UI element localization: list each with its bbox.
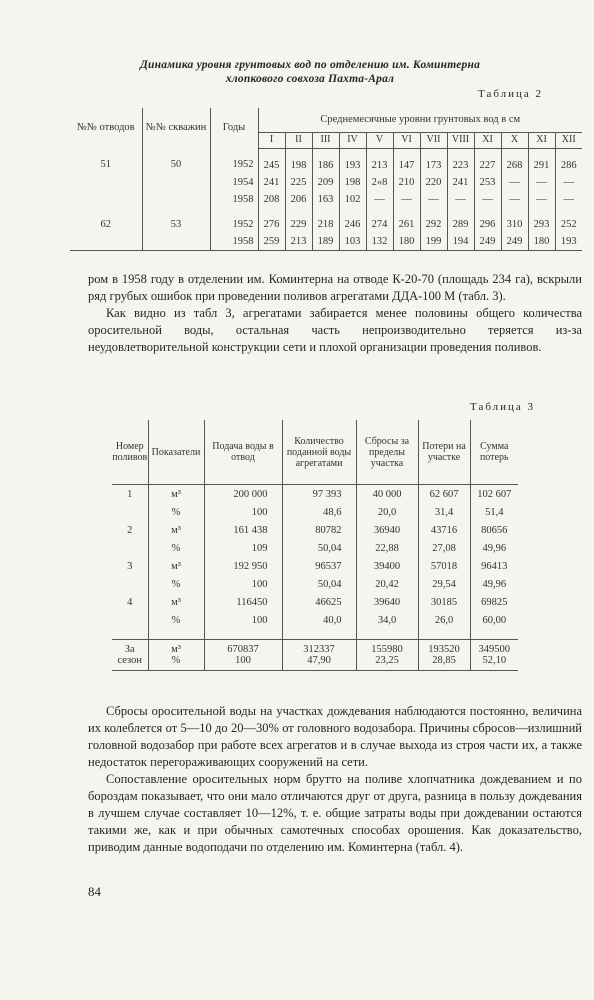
table2-month-header: XI <box>474 132 501 148</box>
table-row <box>112 539 518 557</box>
table3-cell-podacha: 200 000 <box>204 485 282 504</box>
table2-month-header: III <box>312 132 339 148</box>
table2-cell-otvod <box>70 233 142 251</box>
table3-cell-poteri: 62 607 <box>418 485 470 504</box>
total-a1: 670837 <box>227 644 259 655</box>
table2-month-header: I <box>258 132 285 148</box>
table2 <box>70 108 582 251</box>
table2-cell-level: 198 <box>285 148 312 174</box>
table2-cell-level: — <box>447 191 474 208</box>
table-row <box>70 148 582 174</box>
table3 <box>112 420 518 671</box>
table3-cell-podacha: 100 <box>204 611 282 629</box>
table3-header-pokazateli: Показатели <box>148 420 204 485</box>
table2-cell-skvazhina <box>142 174 210 191</box>
table2-cell-level: — <box>366 191 393 208</box>
table3-cell-unit: % <box>148 575 204 593</box>
table-row <box>112 575 518 593</box>
table2-cell-level: 180 <box>393 233 420 251</box>
table3-cell-podacha: 100 <box>204 503 282 521</box>
table2-cell-level: 261 <box>393 208 420 233</box>
table3-cell-nomer: 2 <box>112 521 148 539</box>
table2-month-header: VII <box>420 132 447 148</box>
table3-spacer-cell <box>282 629 356 640</box>
table2-cell-level: 198 <box>339 174 366 191</box>
table3-cell-podacha: 161 438 <box>204 521 282 539</box>
table3-cell-nomer: 4 <box>112 593 148 611</box>
table-row <box>70 208 582 233</box>
table3-cell-kolichestvo: 96537 <box>282 557 356 575</box>
table3-cell-summa: 49,96 <box>482 578 507 590</box>
table3-cell-nomer: 3 <box>112 557 148 575</box>
total-c1: 155980 <box>371 644 403 655</box>
table3-cell-kolichestvo: 40,0 <box>282 611 356 629</box>
table3-cell-nomer: 1 <box>112 485 148 504</box>
table3-header-nomer: Номер поливов <box>112 420 148 485</box>
table3-spacer-cell <box>470 629 518 640</box>
table3-header-kolichestvo: Количество поданной воды агрегатами <box>282 420 356 485</box>
table2-cell-level: 241 <box>447 174 474 191</box>
paragraph-1-text-b: Как видно из табл 3, агрегатами забирается менее половины общего количества оросительной воды, остальная часть непроизводительно теряется из-за неудовлетворительной конструкции сети и плохой организации проведения поливов. <box>88 306 582 354</box>
table2-cell-level: — <box>563 176 574 188</box>
table2-cell-level: 229 <box>285 208 312 233</box>
total-e2: 52,10 <box>482 655 507 666</box>
table2-cell-level: 293 <box>528 208 555 233</box>
table3-spacer-cell <box>112 629 148 640</box>
table2-cell-level: 218 <box>312 208 339 233</box>
table2-cell-level: 310 <box>501 208 528 233</box>
table2-cell-otvod: 51 <box>70 148 142 174</box>
table2-month-header: XII <box>555 132 582 148</box>
table3-total-summa <box>470 640 518 671</box>
table3-cell-nomer <box>112 611 148 629</box>
table2-month-header: IV <box>339 132 366 148</box>
table2-cell-skvazhina: 53 <box>142 208 210 233</box>
table2-cell-level: 213 <box>285 233 312 251</box>
table3-cell-kolichestvo: 50,04 <box>282 539 356 557</box>
table3-cell-summa: 80656 <box>481 524 508 536</box>
table2-cell-level: 289 <box>447 208 474 233</box>
table3-cell-summa: 49,96 <box>482 542 507 554</box>
table2-cell-level: 225 <box>285 174 312 191</box>
table3-header-podacha: Подача воды в отвод <box>204 420 282 485</box>
table2-cell-level: 241 <box>258 174 285 191</box>
table2-header-years: Годы <box>210 108 258 148</box>
table2-cell-level: 213 <box>366 148 393 174</box>
table2-cell-level: 193 <box>339 148 366 174</box>
table2-cell-level: 199 <box>420 233 447 251</box>
table2-cell-level: 189 <box>312 233 339 251</box>
table3-header-sbrosy: Сбросы за пределы участка <box>356 420 418 485</box>
table3-cell-summa: 60,00 <box>482 614 507 626</box>
table2-cell-level: 253 <box>474 174 501 191</box>
table3-cell-unit: м³ <box>148 557 204 575</box>
table2-cell-level: — <box>474 191 501 208</box>
table2-month-header: VIII <box>447 132 474 148</box>
table2-cell-level: 102 <box>339 191 366 208</box>
table2-cell-level: — <box>501 174 528 191</box>
table-row <box>112 521 518 539</box>
table2-cell-level: — <box>563 193 574 205</box>
table3-cell-summa: 69825 <box>481 596 508 608</box>
table3-total-poteri <box>418 640 470 671</box>
paragraph-1-text-a: ром в 1958 году в отделении им. Коминтерна на отводе К-20-70 (площадь 234 га), вскрыли ряд грубых ошибок при проведении поливов агрегатами ДДА-100 М (табл. 3). <box>88 272 582 303</box>
table-row <box>112 485 518 504</box>
table3-total-kolichestvo <box>282 640 356 671</box>
table3-total-podacha <box>204 640 282 671</box>
table2-cell-level: 180 <box>528 233 555 251</box>
table2-cell-level: 2«8 <box>366 174 393 191</box>
page-number: 84 <box>88 884 101 899</box>
table2-cell-level: 208 <box>258 191 285 208</box>
table2-cell-level: 194 <box>447 233 474 251</box>
table-row <box>112 503 518 521</box>
table2-cell-level: — <box>501 191 528 208</box>
table2-cell-level: 274 <box>366 208 393 233</box>
table3-total-units <box>148 640 204 671</box>
table3-cell-poteri: 43716 <box>418 521 470 539</box>
table2-cell-level: 259 <box>258 233 285 251</box>
table3-cell-poteri: 27,08 <box>418 539 470 557</box>
table3-cell-sbrosy: 39640 <box>356 593 418 611</box>
table2-cell-level: 249 <box>501 233 528 251</box>
table2-cell-level: 193 <box>555 233 582 251</box>
table2-cell-level: — <box>420 191 447 208</box>
table3-spacer-cell <box>148 629 204 640</box>
table3-cell-nomer <box>112 575 148 593</box>
table3-cell-sbrosy: 40 000 <box>356 485 418 504</box>
table3-cell-kolichestvo: 50,04 <box>282 575 356 593</box>
table2-cell-level: 249 <box>474 233 501 251</box>
table2-month-header: II <box>285 132 312 148</box>
table2-cell-level: 206 <box>285 191 312 208</box>
table2-cell-level: 227 <box>474 148 501 174</box>
table-row <box>70 233 582 251</box>
total-unit-pct: % <box>171 655 181 666</box>
table2-label: Таблица 2 <box>478 88 544 100</box>
paragraph-1 <box>88 271 582 356</box>
total-c2: 23,25 <box>375 655 399 666</box>
table3-label: Таблица 3 <box>470 401 536 413</box>
table3-cell-podacha: 109 <box>204 539 282 557</box>
paragraph-2 <box>88 703 582 856</box>
table2-cell-skvazhina: 50 <box>142 148 210 174</box>
table-row <box>112 557 518 575</box>
table2-cell-level: 223 <box>447 148 474 174</box>
table2-cell-level: 132 <box>366 233 393 251</box>
table3-cell-poteri: 29,54 <box>418 575 470 593</box>
table3-cell-sbrosy: 39400 <box>356 557 418 575</box>
table2-title-line2: хлопкового совхоза Пахта-Арал <box>225 73 395 85</box>
table3-cell-nomer <box>112 503 148 521</box>
table3-header-poteri: Потери на участке <box>418 420 470 485</box>
table-row <box>112 611 518 629</box>
table3-cell-poteri: 30185 <box>418 593 470 611</box>
table2-cell-level: 186 <box>312 148 339 174</box>
table2-cell-level: — <box>528 174 555 191</box>
table3-spacer-cell <box>204 629 282 640</box>
table2-cell-level: 220 <box>420 174 447 191</box>
table2-cell-level: 173 <box>420 148 447 174</box>
table2-cell-level: 252 <box>560 218 577 230</box>
table2-cell-otvod <box>70 174 142 191</box>
table2-cell-level: 147 <box>393 148 420 174</box>
table3-cell-summa: 96413 <box>481 560 508 572</box>
table3-cell-podacha: 116450 <box>204 593 282 611</box>
table2-cell-skvazhina <box>142 233 210 251</box>
table3-cell-poteri: 26,0 <box>418 611 470 629</box>
table2-month-header: VI <box>393 132 420 148</box>
table2-cell-level: 268 <box>501 148 528 174</box>
table2-cell-level: 296 <box>474 208 501 233</box>
table3-cell-unit: % <box>148 539 204 557</box>
table3-cell-nomer <box>112 539 148 557</box>
table3-cell-kolichestvo: 46625 <box>282 593 356 611</box>
table3-total-sbrosy <box>356 640 418 671</box>
table3-cell-kolichestvo: 80782 <box>282 521 356 539</box>
table3-cell-kolichestvo: 97 393 <box>282 485 356 504</box>
table2-cell-level: 292 <box>420 208 447 233</box>
table2-month-header: X <box>501 132 528 148</box>
table2-header-levels: Среднемесячные уровни грунтовых вод в см <box>320 113 521 125</box>
total-e1: 349500 <box>478 644 510 655</box>
table3-total-label: За сезон <box>112 640 148 671</box>
table2-cell-otvod <box>70 191 142 208</box>
paragraph-2-text-a: Сбросы оросительной воды на участках дождевания наблюдаются постоянно, величина их колеблется от 5—10 до 20—30% от головного водозабора. Причины сбросов—излишний головной водозабор при работе всех агрегатов и в случае выхода из строя части их, а также недостаток перегораживающих сооружений на сети. <box>88 704 582 769</box>
table2-cell-otvod: 62 <box>70 208 142 233</box>
table3-cell-sbrosy: 36940 <box>356 521 418 539</box>
table3-cell-summa: 102 607 <box>477 488 512 500</box>
table2-title <box>60 58 560 86</box>
total-unit-m3: м³ <box>171 644 181 655</box>
total-a2: 100 <box>235 655 251 666</box>
table2-cell-year: 1958 <box>210 233 258 251</box>
table2-header-skvazhina: №№ скважин <box>142 108 210 148</box>
table2-month-header: XI <box>528 132 555 148</box>
table2-cell-level: 245 <box>258 148 285 174</box>
table3-cell-unit: м³ <box>148 593 204 611</box>
table2-month-header: V <box>366 132 393 148</box>
table2-cell-level: 209 <box>312 174 339 191</box>
table3-cell-unit: % <box>148 611 204 629</box>
table2-cell-year: 1952 <box>210 208 258 233</box>
table3-cell-unit: м³ <box>148 485 204 504</box>
table3-cell-sbrosy: 34,0 <box>356 611 418 629</box>
table3-cell-poteri: 57018 <box>418 557 470 575</box>
table3-cell-unit: % <box>148 503 204 521</box>
table2-header-otvod: №№ отводов <box>70 108 142 148</box>
table3-cell-sbrosy: 20,0 <box>356 503 418 521</box>
table-row <box>112 593 518 611</box>
total-d2: 28,85 <box>432 655 456 666</box>
table2-cell-year: 1954 <box>210 174 258 191</box>
table3-cell-sbrosy: 20,42 <box>356 575 418 593</box>
table3-spacer-cell <box>356 629 418 640</box>
paragraph-2-text-b: Сопоставление оросительных норм брутто на поливе хлопчатника дождеванием и по бороздам показывает, что они мало отличаются друг от друга, разница в пользу дождевания в лучшем случае составляет 10—12%, т. е. общие затраты воды при дождевании остаются такими же, как и при обычных самотечных способах орошения. Как доказательство, приводим данные водоподачи по отделению им. Коминтерна (табл. 4). <box>88 772 582 854</box>
total-d1: 193520 <box>428 644 460 655</box>
table3-spacer-cell <box>418 629 470 640</box>
table2-cell-year: 1958 <box>210 191 258 208</box>
table-row <box>70 191 582 208</box>
table2-cell-level: 103 <box>339 233 366 251</box>
table2-cell-level: — <box>528 191 555 208</box>
table2-cell-level: 246 <box>339 208 366 233</box>
table2-cell-level: 286 <box>560 159 577 171</box>
table3-cell-summa: 51,4 <box>485 506 504 518</box>
table2-cell-level: 210 <box>393 174 420 191</box>
table2-cell-level: 276 <box>258 208 285 233</box>
table2-cell-level: 163 <box>312 191 339 208</box>
table3-cell-podacha: 192 950 <box>204 557 282 575</box>
table3-cell-kolichestvo: 48,6 <box>282 503 356 521</box>
table-row <box>70 174 582 191</box>
total-b2: 47,90 <box>307 655 331 666</box>
table3-total-row <box>112 640 518 671</box>
table2-cell-level: 291 <box>528 148 555 174</box>
total-b1: 312337 <box>303 644 335 655</box>
table2-cell-year: 1952 <box>210 148 258 174</box>
table2-cell-skvazhina <box>142 191 210 208</box>
table3-cell-unit: м³ <box>148 521 204 539</box>
table3-cell-poteri: 31,4 <box>418 503 470 521</box>
table2-cell-level: — <box>393 191 420 208</box>
table3-header-summa: Сумма потерь <box>470 420 518 485</box>
table3-cell-podacha: 100 <box>204 575 282 593</box>
table3-cell-sbrosy: 22,88 <box>356 539 418 557</box>
table3-spacer-row <box>112 629 518 640</box>
table2-title-line1: Динамика уровня грунтовых вод по отделению им. Коминтерна <box>139 59 481 71</box>
